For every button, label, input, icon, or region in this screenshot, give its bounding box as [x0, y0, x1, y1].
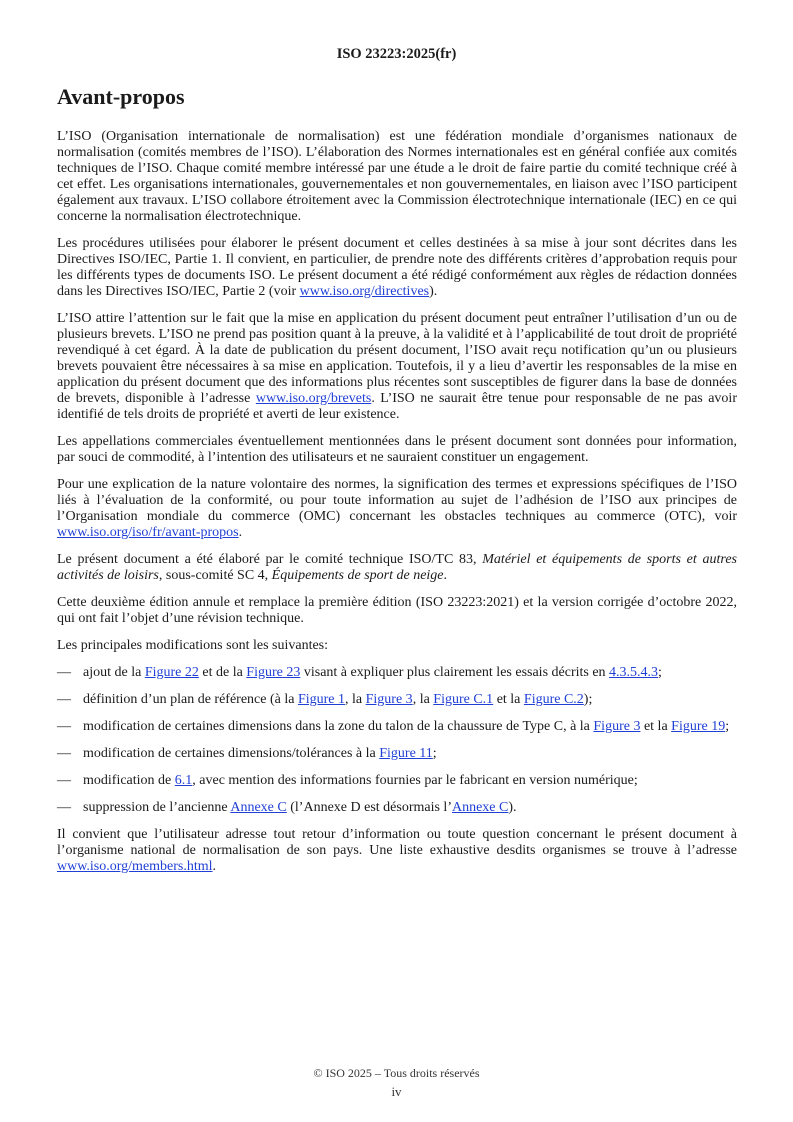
paragraphs: [57, 129, 737, 654]
paragraph: [57, 311, 737, 423]
reference-link[interactable]: Figure 3: [593, 719, 641, 734]
dash-bullet: —: [57, 800, 71, 815]
list-item: [57, 719, 737, 735]
text-segment: suppression de l’ancienne: [83, 800, 231, 815]
list-item-text: [83, 719, 737, 735]
text-segment: Les appellations commerciales éventuellement mentionnées dans le présent document sont données pour information, par souci de commodité, à l’intention des utilisateurs et ne sauraient constituer un engagement.: [57, 434, 737, 465]
copyright-footer: © ISO 2025 – Tous droits réservés: [313, 1066, 480, 1080]
text-segment: et la: [640, 719, 672, 734]
text-segment: );: [583, 692, 593, 707]
list-item-text: [83, 800, 737, 816]
text-segment: ajout de la: [83, 665, 145, 680]
reference-link[interactable]: 4.3.5.4.3: [609, 665, 659, 680]
dash-bullet: —: [57, 665, 71, 680]
reference-link[interactable]: 6.1: [174, 773, 193, 788]
reference-link[interactable]: www.iso.org/members.html: [57, 859, 213, 874]
modifications-list: [57, 665, 737, 816]
reference-link[interactable]: www.iso.org/brevets: [255, 391, 372, 406]
text-segment: Le présent document a été élaboré par le comité technique ISO/TC 83,: [57, 552, 483, 567]
list-item-text: [83, 665, 737, 681]
text-segment: .: [238, 525, 243, 540]
reference-link[interactable]: Figure 23: [246, 665, 301, 680]
list-item: [57, 773, 737, 789]
text-segment: et de la: [198, 665, 247, 680]
list-item-text: [83, 746, 737, 762]
reference-link[interactable]: www.iso.org/directives: [299, 284, 430, 299]
reference-link[interactable]: Figure C.2: [523, 692, 584, 707]
reference-link[interactable]: Figure 22: [144, 665, 199, 680]
reference-link[interactable]: Annexe C: [230, 800, 287, 815]
text-segment: Il convient que l’utilisateur adresse tout retour d’information ou toute question concernant le présent document à l’organisme national de normalisation de son pays. Une liste exhaustive desdits organismes se trouve à l’adresse: [57, 827, 737, 858]
list-item: [57, 665, 737, 681]
text-segment: , la: [412, 692, 434, 707]
paragraph: [57, 552, 737, 584]
text-segment: visant à expliquer plus clairement les essais décrits en: [300, 665, 610, 680]
closing-paragraph: [57, 827, 737, 875]
dash-bullet: —: [57, 719, 71, 734]
document-header: ISO 23223:2025(fr): [336, 46, 457, 62]
reference-link[interactable]: www.iso.org/iso/fr/avant-propos: [57, 525, 239, 540]
text-segment: et la: [493, 692, 524, 707]
paragraph: [57, 236, 737, 300]
paragraph: [57, 129, 737, 225]
reference-link[interactable]: Figure 1: [297, 692, 346, 707]
page-title: Avant-propos: [57, 84, 185, 109]
text-segment: modification de: [83, 773, 175, 788]
text-segment: ).: [429, 284, 438, 299]
dash-bullet: —: [57, 773, 71, 788]
text-segment: . L’ISO ne saurait être tenue pour responsable de ne pas avoir identifié de tels droits de propriété et averti de leur existence.: [57, 391, 737, 422]
text-segment: définition d’un plan de référence (à la: [83, 692, 298, 707]
foreword-body: [57, 129, 737, 886]
text-segment: Les procédures utilisées pour élaborer le présent document et celles destinées à sa mise à jour sont décrites dans les Directives ISO/IEC, Partie 1. Il convient, en particulier, de prendre note des différents critères d’approbation requis pour les différents types de documents ISO. Le présent document a été rédigé conformément aux règles de rédaction données dans les Directives ISO/IEC, Partie 2 (voir: [57, 236, 737, 299]
italic-title: Équipements de sport de neige: [271, 568, 444, 583]
reference-link[interactable]: Figure C.1: [433, 692, 494, 707]
text-segment: Les principales modifications sont les suivantes:: [57, 638, 329, 653]
reference-link[interactable]: Figure 11: [379, 746, 433, 761]
paragraph: [57, 477, 737, 541]
text-segment: , sous-comité SC 4,: [158, 568, 272, 583]
paragraph: [57, 434, 737, 466]
text-segment: ).: [508, 800, 517, 815]
text-segment: ;: [725, 719, 730, 734]
text-segment: , avec mention des informations fournies par le fabricant en version numérique;: [192, 773, 638, 788]
reference-link[interactable]: Figure 19: [671, 719, 726, 734]
dash-bullet: —: [57, 692, 71, 707]
list-item: [57, 692, 737, 708]
reference-link[interactable]: Annexe C: [451, 800, 509, 815]
text-segment: ;: [432, 746, 437, 761]
text-segment: Cette deuxième édition annule et remplace la première édition (ISO 23223:2021) et la version corrigée d’octobre 2022, qui ont fait l’objet d’une révision technique.: [57, 595, 737, 626]
text-segment: .: [443, 568, 448, 583]
text-segment: modification de certaines dimensions/tolérances à la: [83, 746, 380, 761]
text-segment: ;: [658, 665, 662, 680]
text-segment: L’ISO (Organisation internationale de normalisation) est une fédération mondiale d’organismes nationaux de normalisation (comités membres de l’ISO). L’élaboration des Normes internationales est en général confiée aux comités techniques de l’ISO. Chaque comité membre intéressé par une étude a le droit de faire partie du comité technique créé à cet effet. Les organisations internationales, gouvernementales et non gouvernementales, en liaison avec l’ISO participent également aux travaux. L’ISO collabore étroitement avec la Commission électrotechnique internationale (IEC) en ce qui concerne la normalisation électrotechnique.: [57, 129, 737, 224]
list-item-text: [83, 692, 737, 708]
text-segment: (l’Annexe D est désormais l’: [286, 800, 452, 815]
text-segment: L’ISO attire l’attention sur le fait que la mise en application du présent document peut entraîner l’utilisation d’un ou de plusieurs brevets. L’ISO ne prend pas position quant à la preuve, à la validité et à l’applicabilité de tout droit de propriété revendiqué à cet égard. À la date de publication du présent document, l’ISO avait reçu notification qu’un ou plusieurs brevets pouvaient être nécessaires à sa mise en application. Toutefois, il y a lieu d’avertir les responsables de la mise en application du présent document que des informations plus récentes sont susceptibles de figurer dans la base de données de brevets, disponible à l’adresse: [57, 311, 737, 406]
text-segment: modification de certaines dimensions dans la zone du talon de la chaussure de Type C, à la: [83, 719, 594, 734]
italic-title: Matériel et équipements de sports et autres activités de loisirs: [57, 552, 737, 583]
list-item: [57, 800, 737, 816]
paragraph: [57, 638, 737, 654]
text-segment: , la: [345, 692, 366, 707]
reference-link[interactable]: Figure 3: [365, 692, 413, 707]
text-segment: Pour une explication de la nature volontaire des normes, la signification des termes et expressions spécifiques de l’ISO liés à l’évaluation de la conformité, ou pour toute information au sujet de l’adhésion de l’ISO aux principes de l’Organisation mondiale du commerce (OMC) concernant les obstacles techniques au commerce (OTC), voir: [57, 477, 737, 524]
paragraph: [57, 595, 737, 627]
page-number: iv: [391, 1084, 402, 1099]
dash-bullet: —: [57, 746, 71, 761]
list-item-text: [83, 773, 737, 789]
text-segment: .: [212, 859, 217, 874]
list-item: [57, 746, 737, 762]
